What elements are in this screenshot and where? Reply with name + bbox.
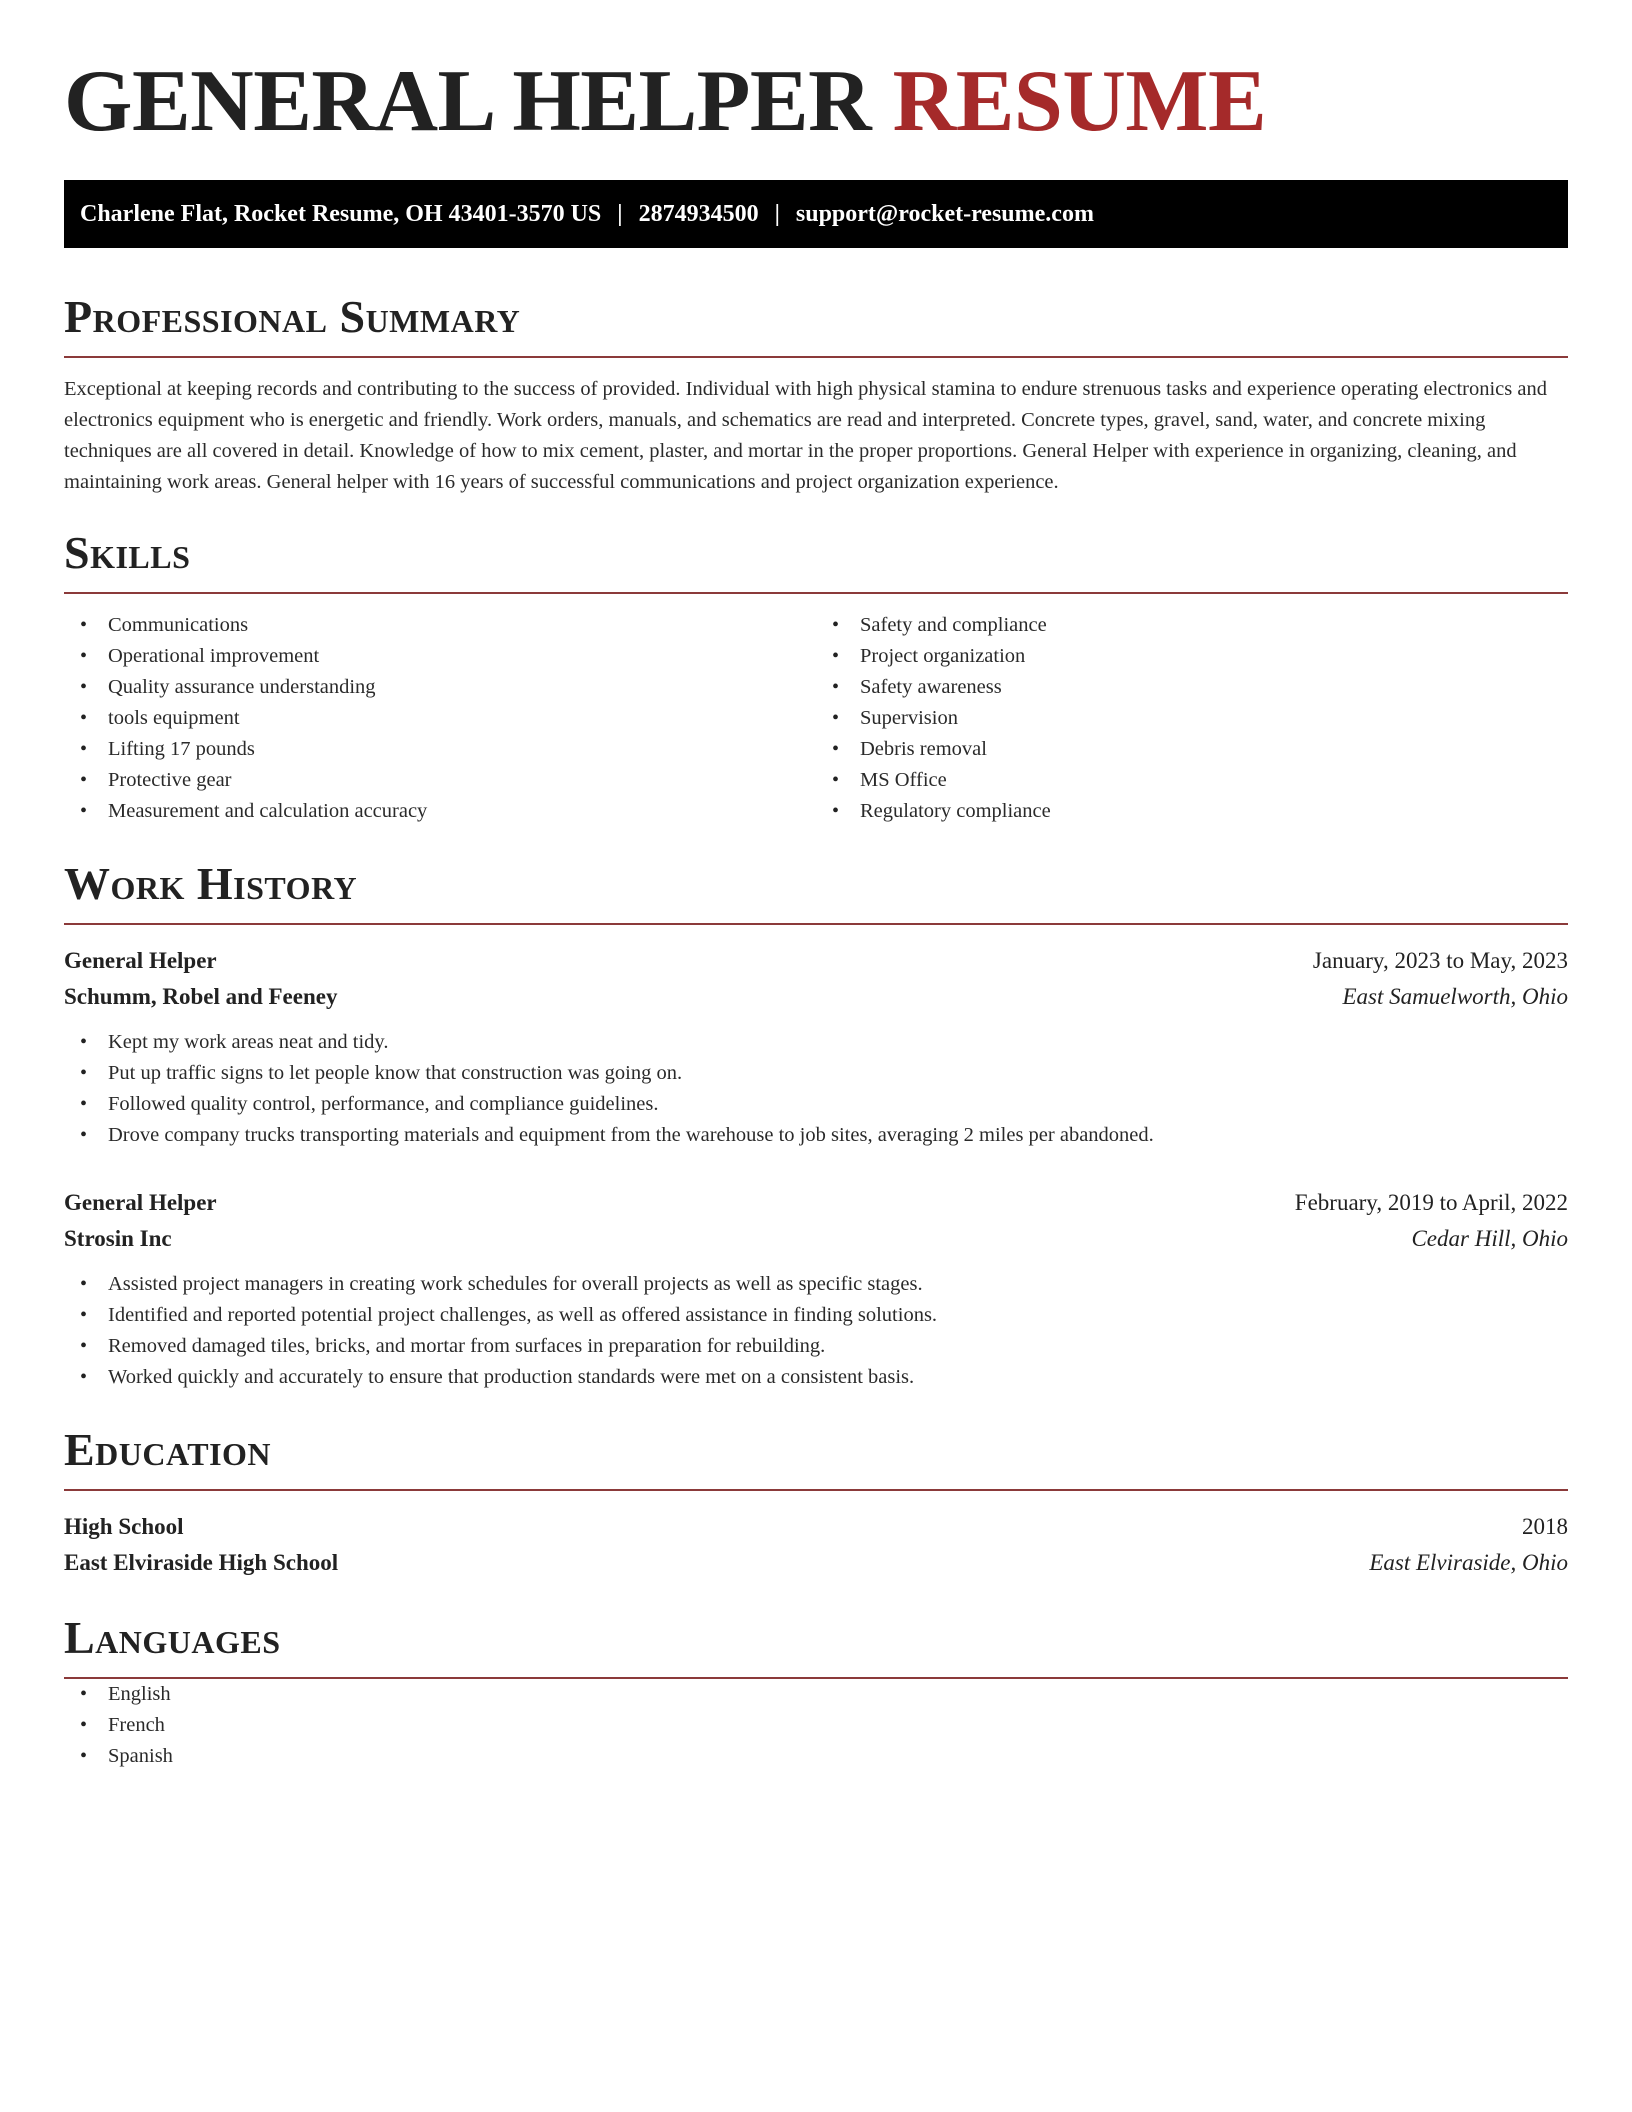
skills-column-right bbox=[816, 610, 1568, 827]
education-degree: High School bbox=[64, 1514, 184, 1539]
job-company-row bbox=[64, 1221, 1568, 1257]
skill-item: • MS Office bbox=[816, 765, 1568, 796]
job-title: General Helper bbox=[64, 1190, 217, 1215]
languages-heading: Languages bbox=[64, 1612, 281, 1663]
skill-item: • Operational improvement bbox=[64, 641, 816, 672]
education-location: East Elviraside, Ohio bbox=[1369, 1550, 1568, 1575]
job-duty: • Worked quickly and accurately to ensure that production standards were met on a consistent basis. bbox=[64, 1362, 1568, 1393]
skill-item: • Communications bbox=[64, 610, 816, 641]
skill-item: • tools equipment bbox=[64, 703, 816, 734]
title-main: GENERAL HELPER bbox=[64, 53, 872, 150]
work-history-heading: Work History bbox=[64, 858, 358, 909]
job-title-row bbox=[64, 1185, 1568, 1221]
job-title-row bbox=[64, 943, 1568, 979]
job-company-row bbox=[64, 979, 1568, 1015]
skills-column-left bbox=[64, 610, 816, 827]
education-year: 2018 bbox=[1522, 1514, 1568, 1539]
skill-item: • Quality assurance understanding bbox=[64, 672, 816, 703]
skill-item: • Safety awareness bbox=[816, 672, 1568, 703]
section-divider bbox=[64, 1489, 1568, 1491]
job-company: Schumm, Robel and Feeney bbox=[64, 984, 338, 1009]
contact-bar bbox=[64, 180, 1568, 248]
education-section bbox=[64, 1423, 1568, 1581]
summary-heading: Professional Summary bbox=[64, 291, 521, 342]
education-entry bbox=[64, 1509, 1568, 1581]
title-accent: RESUME bbox=[892, 53, 1267, 150]
contact-address: Charlene Flat, Rocket Resume, OH 43401-3570 US bbox=[80, 200, 602, 227]
language-item: • French bbox=[64, 1710, 1568, 1741]
job-duty: • Removed damaged tiles, bricks, and mortar from surfaces in preparation for rebuilding. bbox=[64, 1331, 1568, 1362]
languages-section bbox=[64, 1611, 1568, 1772]
education-school: East Elviraside High School bbox=[64, 1550, 339, 1575]
section-divider bbox=[64, 923, 1568, 925]
skills-list-right bbox=[816, 610, 1568, 827]
skills-heading: Skills bbox=[64, 527, 191, 578]
job-duties-list bbox=[64, 1269, 1568, 1393]
job-location: East Samuelworth, Ohio bbox=[1342, 984, 1568, 1009]
skill-item: • Debris removal bbox=[816, 734, 1568, 765]
job-dates: January, 2023 to May, 2023 bbox=[1312, 948, 1568, 973]
contact-separator: | bbox=[617, 200, 623, 227]
job-company: Strosin Inc bbox=[64, 1226, 172, 1251]
languages-list bbox=[64, 1679, 1568, 1772]
section-divider bbox=[64, 592, 1568, 594]
job-duty: • Assisted project managers in creating work schedules for overall projects as well as specific stages. bbox=[64, 1269, 1568, 1300]
job-dates: February, 2019 to April, 2022 bbox=[1294, 1190, 1568, 1215]
skill-item: • Protective gear bbox=[64, 765, 816, 796]
summary-text: Exceptional at keeping records and contributing to the success of provided. Individual with high physical stamina to endure strenuous tasks and experience operating electronics and electronics equipment who is energetic and friendly. Work orders, manuals, and schematics are read and interpreted. Concrete types, gravel, sand, water, and concrete mixing techniques are all covered in detail. Knowledge of how to mix cement, plaster, and mortar in the proper proportions. General Helper with experience in organizing, cleaning, and maintaining work areas. General helper with 16 years of successful communications and project organization experience. bbox=[64, 378, 1547, 493]
job-duty: • Followed quality control, performance, and compliance guidelines. bbox=[64, 1089, 1568, 1120]
education-school-row bbox=[64, 1545, 1568, 1581]
work-history-section bbox=[64, 857, 1568, 1393]
job-title: General Helper bbox=[64, 948, 217, 973]
education-degree-row bbox=[64, 1509, 1568, 1545]
contact-phone: 2874934500 bbox=[638, 200, 759, 227]
skill-item: • Supervision bbox=[816, 703, 1568, 734]
skills-section bbox=[64, 526, 1568, 827]
language-item: • English bbox=[64, 1679, 1568, 1710]
job-duty: • Kept my work areas neat and tidy. bbox=[64, 1027, 1568, 1058]
job-entry bbox=[64, 943, 1568, 1151]
skill-item: • Lifting 17 pounds bbox=[64, 734, 816, 765]
contact-separator: | bbox=[774, 200, 780, 227]
job-duties-list bbox=[64, 1027, 1568, 1151]
summary-section bbox=[64, 290, 1568, 498]
job-duty: • Drove company trucks transporting materials and equipment from the warehouse to job sites, averaging 2 miles per abandoned. bbox=[64, 1120, 1568, 1151]
language-item: • Spanish bbox=[64, 1741, 1568, 1772]
skill-item: • Project organization bbox=[816, 641, 1568, 672]
job-location: Cedar Hill, Ohio bbox=[1411, 1226, 1568, 1251]
skills-columns bbox=[64, 610, 1568, 827]
skills-list-left bbox=[64, 610, 816, 827]
section-divider bbox=[64, 356, 1568, 358]
contact-email: support@rocket-resume.com bbox=[795, 200, 1094, 227]
job-duty: • Put up traffic signs to let people know that construction was going on. bbox=[64, 1058, 1568, 1089]
skill-item: • Measurement and calculation accuracy bbox=[64, 796, 816, 827]
resume-title bbox=[64, 52, 1568, 152]
job-duty: • Identified and reported potential project challenges, as well as offered assistance in finding solutions. bbox=[64, 1300, 1568, 1331]
job-entry bbox=[64, 1185, 1568, 1393]
skill-item: • Safety and compliance bbox=[816, 610, 1568, 641]
skill-item: • Regulatory compliance bbox=[816, 796, 1568, 827]
education-heading: Education bbox=[64, 1424, 272, 1475]
